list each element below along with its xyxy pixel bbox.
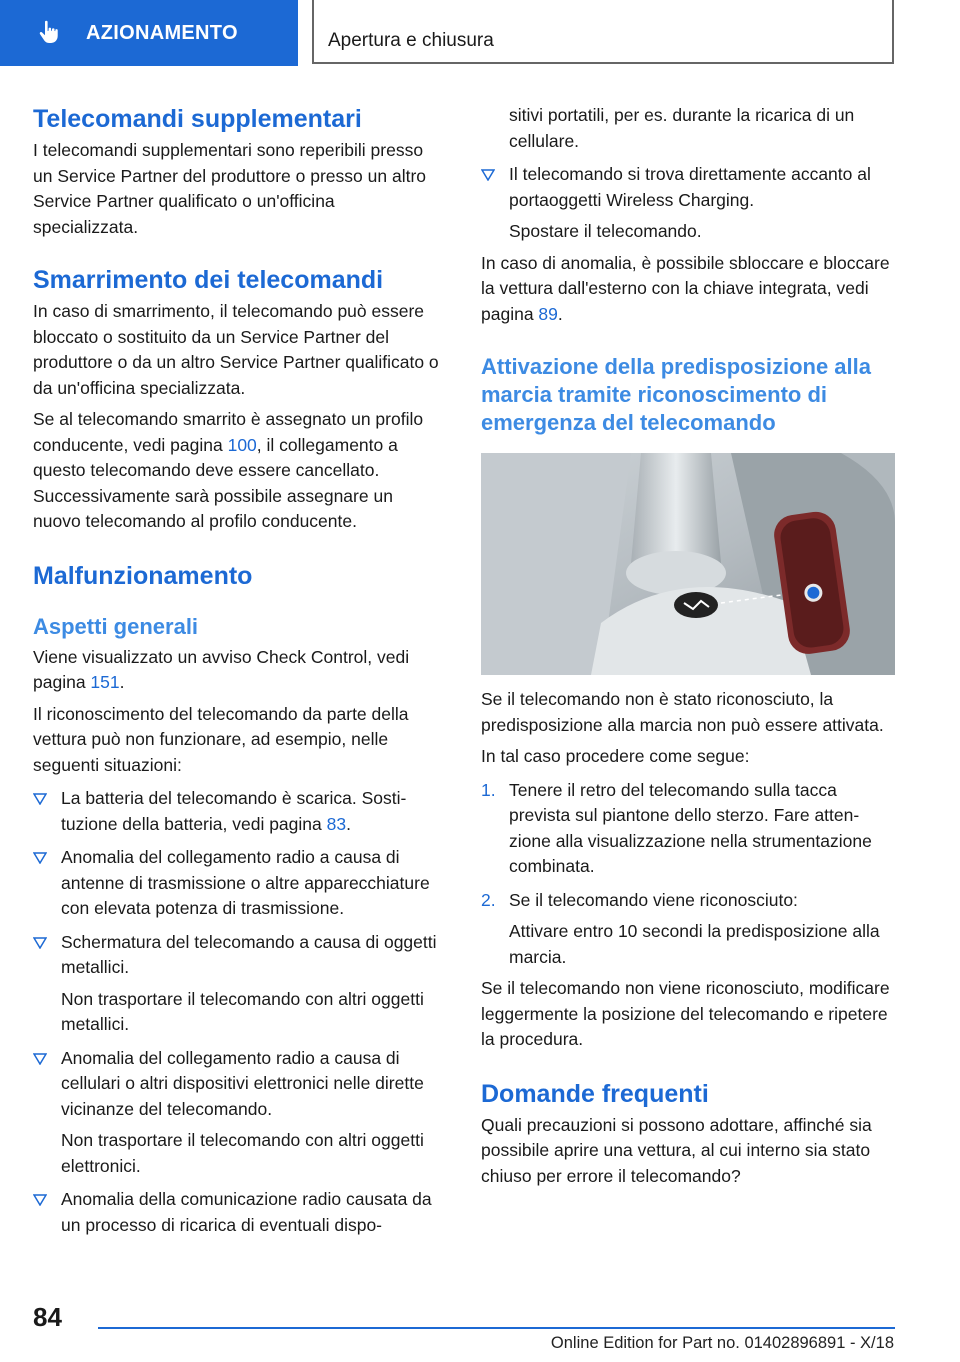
paragraph-supplementari: I telecomandi supplementari sono reperibili presso un Service Partner del produttore o presso un altro Service Partner qualificato o un'officina specializzata. [33,140,426,237]
bullet-ricarica [33,1187,439,1238]
triangle-bullet-icon [481,169,495,181]
heading-malfunzionamento: Malfunzionamento [33,561,253,590]
text: Anomalia della comunicazione radio causata da un processo di ricarica di eventuali dispo- [61,1189,432,1235]
footer-rule [98,1327,895,1329]
bullet-wireless-note: Spostare il telecomando. [509,221,702,241]
chapter-label: AZIONAMENTO [86,21,238,44]
text: In caso di anomalia, è possibile sbloccare e bloccare la vettura dall'esterno con la chiave integrata, vedi pagina [481,252,890,324]
triangle-bullet-icon [33,1053,47,1065]
step-number: 1. [481,779,496,800]
footer-edition: Online Edition for Part no. 01402896891 - X/18 [550,1334,894,1352]
page-header [0,0,960,68]
bullet-cellulari [33,1046,439,1123]
right-column [481,103,895,1189]
bullet-antenne [33,845,439,922]
heading-domande-frequenti: Domande frequenti [481,1079,709,1108]
section-label: Apertura e chiusura [328,30,494,51]
paragraph-smarrimento-1: In caso di smarrimento, il telecomando può essere bloccato o sostituito da un Service Partner del produttore o da un altro Service Partner qualificato o da un'officina specializzata. [33,301,439,398]
bullet-schermatura [33,930,439,981]
key-steering-illustration [481,453,895,675]
text: . [346,813,351,834]
triangle-bullet-icon [33,1194,47,1206]
left-column [33,100,439,1238]
text: Se al telecomando smarrito è assegnato un profilo conducente, vedi pagina [33,409,424,455]
text: Il telecomando si trova direttamente accanto al portaoggetti Wireless Charging. [509,164,871,210]
steering-column-photo [481,453,895,675]
bullet-schermatura-note: Non trasportare il telecomando con altri oggetti metallici. [61,988,424,1034]
hand-pointer-icon [36,19,64,47]
paragraph-modificare: Se il telecomando non viene riconosciuto, modificare leggermente la posizione del telecomando e ripetere la procedura. [481,978,890,1049]
text: La batteria del telecomando è scarica. Sostituzione della batteria, vedi pagina [61,788,407,834]
paragraph-anomalia [481,251,895,328]
paragraph-procedura: In tal caso procedere come segue: [481,746,750,766]
step-number: 2. [481,889,496,910]
text: Schermatura del telecomando a causa di oggetti metallici. [61,931,437,977]
paragraph-faq: Quali precauzioni si possono adottare, affinché sia possibile aprire una vettura, al cui interno sia stato chiuso per errore il telecomando? [481,1114,872,1186]
triangle-bullet-icon [33,793,47,805]
text: . [119,672,125,692]
bullet-wireless-charging [481,162,895,213]
section-tab[interactable] [312,0,894,64]
step-2 [481,888,895,914]
step-2-note: Attivare entro 10 secondi la predisposizione alla marcia. [509,921,880,967]
page-number: 84 [33,1302,62,1332]
text: Anomalia del collegamento radio a causa di antenne di trasmissione o altre apparecchiature con elevata potenza di trasmissione. [61,847,430,918]
heading-smarrimento: Smarrimento dei telecomandi [33,266,384,294]
paragraph-riconoscimento: Il riconoscimento del telecomando da parte della vettura può non funzionare, ad esempio, nelle seguenti situazioni: [33,703,409,775]
text: Anomalia del collegamento radio a causa di cellulari o altri dispositivi elettronici nelle dirette vicinanze del telecomando. [61,1047,424,1119]
triangle-bullet-icon [33,852,47,864]
bullet-cellulari-note: Non trasportare il telecomando con altri oggetti elettronici. [61,1130,424,1176]
page-link-151[interactable]: 151 [90,672,120,692]
text: Se il telecomando viene riconosciuto: [509,889,798,910]
page-link-83[interactable]: 83 [326,813,347,834]
paragraph-check-control [33,645,439,696]
text: Viene visualizzato un avviso Check Control, vedi pagina [33,646,410,692]
bullet-batteria [33,786,439,837]
paragraph-smarrimento-2 [33,407,439,535]
text: . [557,303,563,324]
step-1 [481,778,895,880]
paragraph-non-riconosciuto: Se il telecomando non è stato riconosciuto, la predisposizione alla marcia non può essere attivata. [481,689,884,735]
page-link-89[interactable]: 89 [538,303,558,324]
chapter-tab[interactable] [0,0,298,66]
text: , il collegamento a questo telecomando deve essere cancellato. Successivamente sarà possibile assegnare un nuovo telecomando al profilo conducente. [33,434,398,531]
text: Tenere il retro del telecomando sulla tacca prevista sul piantone dello sterzo. Fare attenzione alla visualizzazione nella strumentazione combinata. [509,779,872,876]
bullet-ricarica-continued: sitivi portatili, per es. durante la ricarica di un cellulare. [509,105,855,151]
triangle-bullet-icon [33,937,47,949]
heading-attivazione: Attivazione della predisposizione alla marcia tramite riconoscimento di emergenza del telecomando [481,354,871,435]
heading-telecomandi-supplementari: Telecomandi supplementari [33,105,362,133]
heading-aspetti-generali: Aspetti generali [33,613,199,639]
page-link-100[interactable]: 100 [227,434,257,455]
